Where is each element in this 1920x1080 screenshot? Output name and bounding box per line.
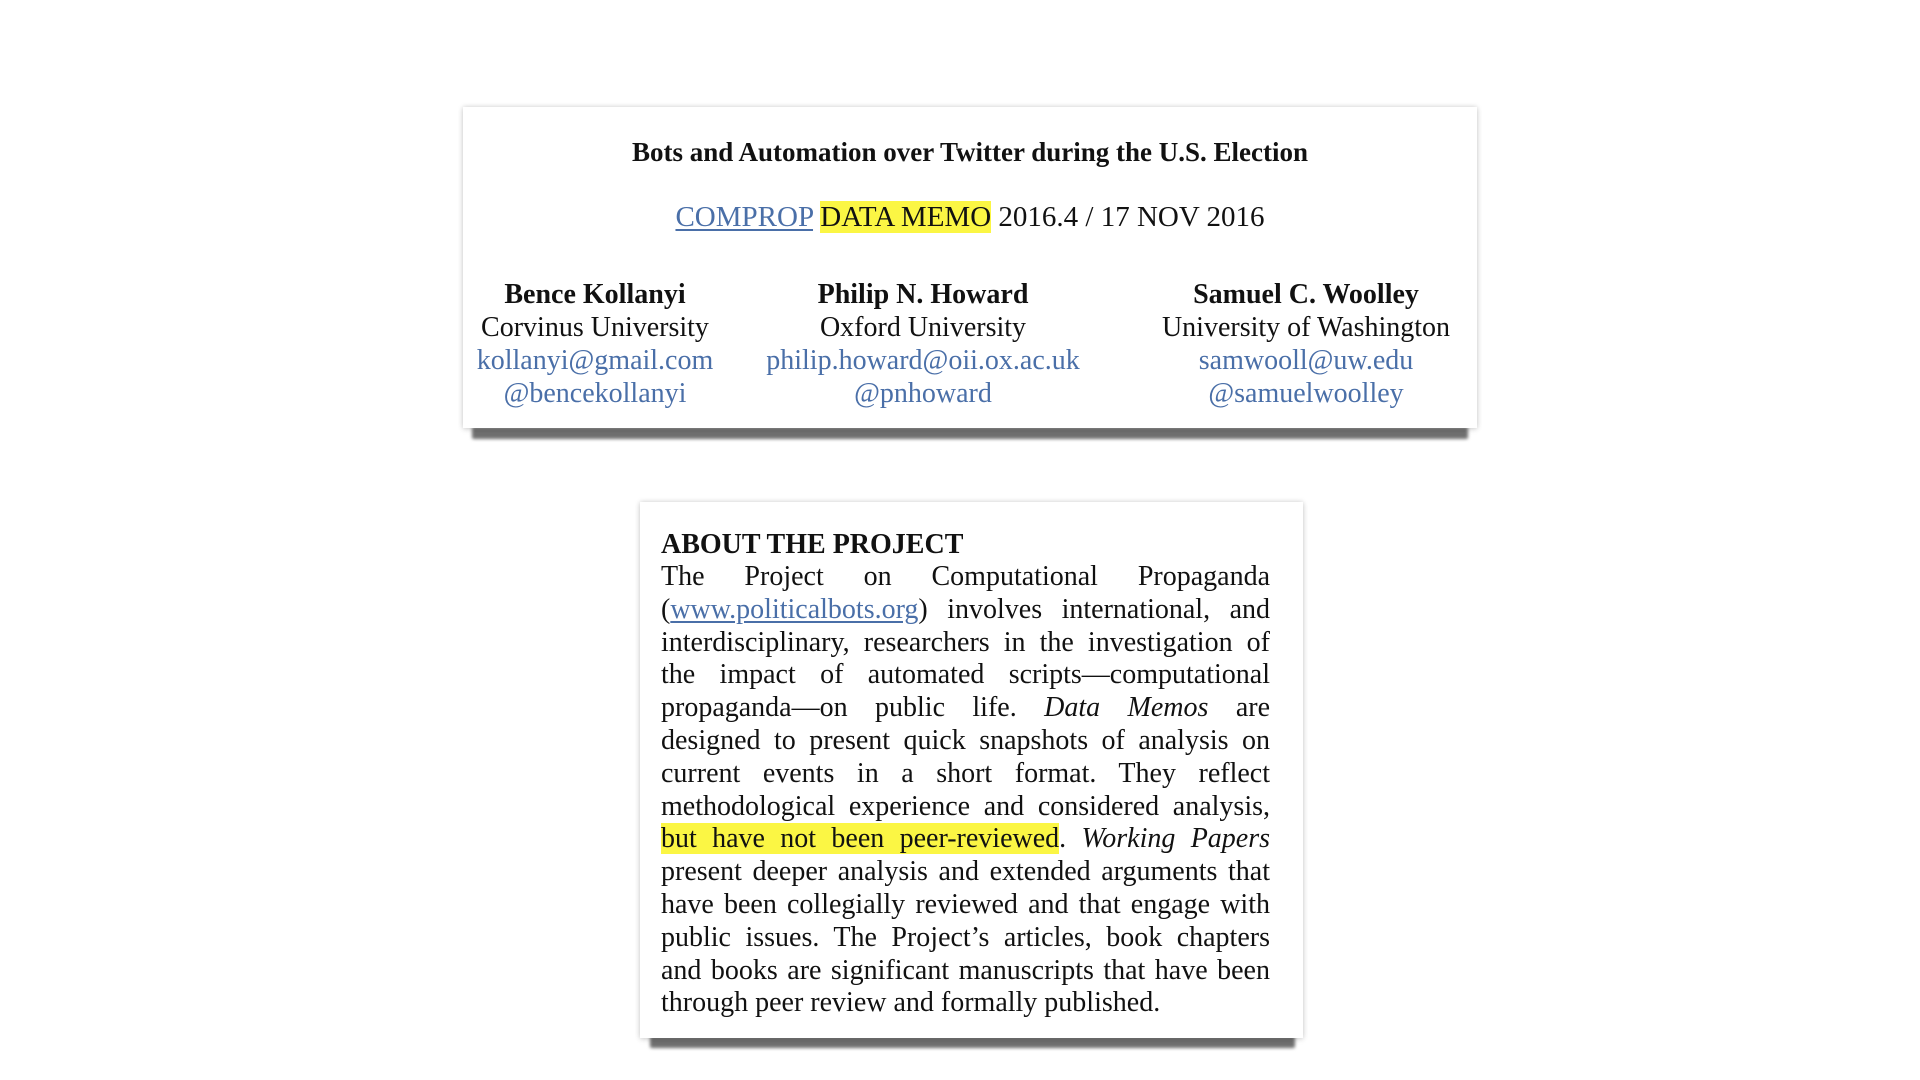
not-peer-reviewed-highlight: but have not been peer-reviewed [661, 823, 1060, 855]
data-memos-term: Data Memos [1044, 692, 1209, 724]
about-text-part: ) involves international, and interdisciplinary, researchers in the investigation of the impact of automated scripts—computational propaganda—on public life. [661, 593, 1270, 724]
author-name: Philip N. Howard [817, 279, 1029, 310]
about-text-part: present deeper analysis and extended arguments that have been collegially reviewed and that engage with public issues. The Project’s articles, book chapters and books are significant manuscripts that have been through peer review and formally published. [661, 856, 1270, 1019]
header-card-shadow [472, 427, 1468, 439]
politicalbots-link[interactable]: www.politicalbots.org [670, 593, 919, 625]
memo-title: Bots and Automation over Twitter during the U.S. Election [631, 137, 1309, 167]
memo-series-line [463, 201, 1477, 234]
memo-header-card [463, 107, 1477, 428]
about-project-card [640, 502, 1303, 1038]
author-name: Samuel C. Woolley [1193, 279, 1419, 310]
about-text-part: . [1059, 823, 1082, 855]
author-block [1147, 278, 1465, 410]
about-text-part: The Project on Computational Propaganda ( [661, 561, 1270, 625]
author-email[interactable]: kollanyi@gmail.com [476, 345, 714, 376]
author-email[interactable]: philip.howard@oii.ox.ac.uk [766, 345, 1080, 376]
author-affiliation: Oxford University [819, 312, 1027, 343]
author-block [763, 278, 1083, 410]
author-twitter-handle[interactable]: @samuelwoolley [1208, 378, 1404, 409]
about-paragraph [661, 561, 1270, 1020]
about-heading: ABOUT THE PROJECT [661, 529, 964, 560]
author-affiliation: University of Washington [1161, 312, 1451, 343]
author-name: Bence Kollanyi [504, 279, 686, 310]
memo-number-date: 2016.4 / 17 NOV 2016 [998, 201, 1265, 233]
author-block [463, 278, 727, 410]
author-twitter-handle[interactable]: @pnhoward [854, 378, 992, 409]
author-email[interactable]: samwooll@uw.edu [1198, 345, 1414, 376]
comprop-link[interactable]: COMPROP [675, 201, 814, 233]
author-twitter-handle[interactable]: @bencekollanyi [503, 378, 687, 409]
author-affiliation: Corvinus University [481, 312, 709, 343]
about-text-part: are designed to present quick snapshots of analysis on current events in a short format. They reflect methodological experience and considered analysis, [661, 692, 1270, 822]
working-papers-term: Working Papers [1081, 823, 1271, 855]
data-memo-label: DATA MEMO [820, 201, 992, 233]
